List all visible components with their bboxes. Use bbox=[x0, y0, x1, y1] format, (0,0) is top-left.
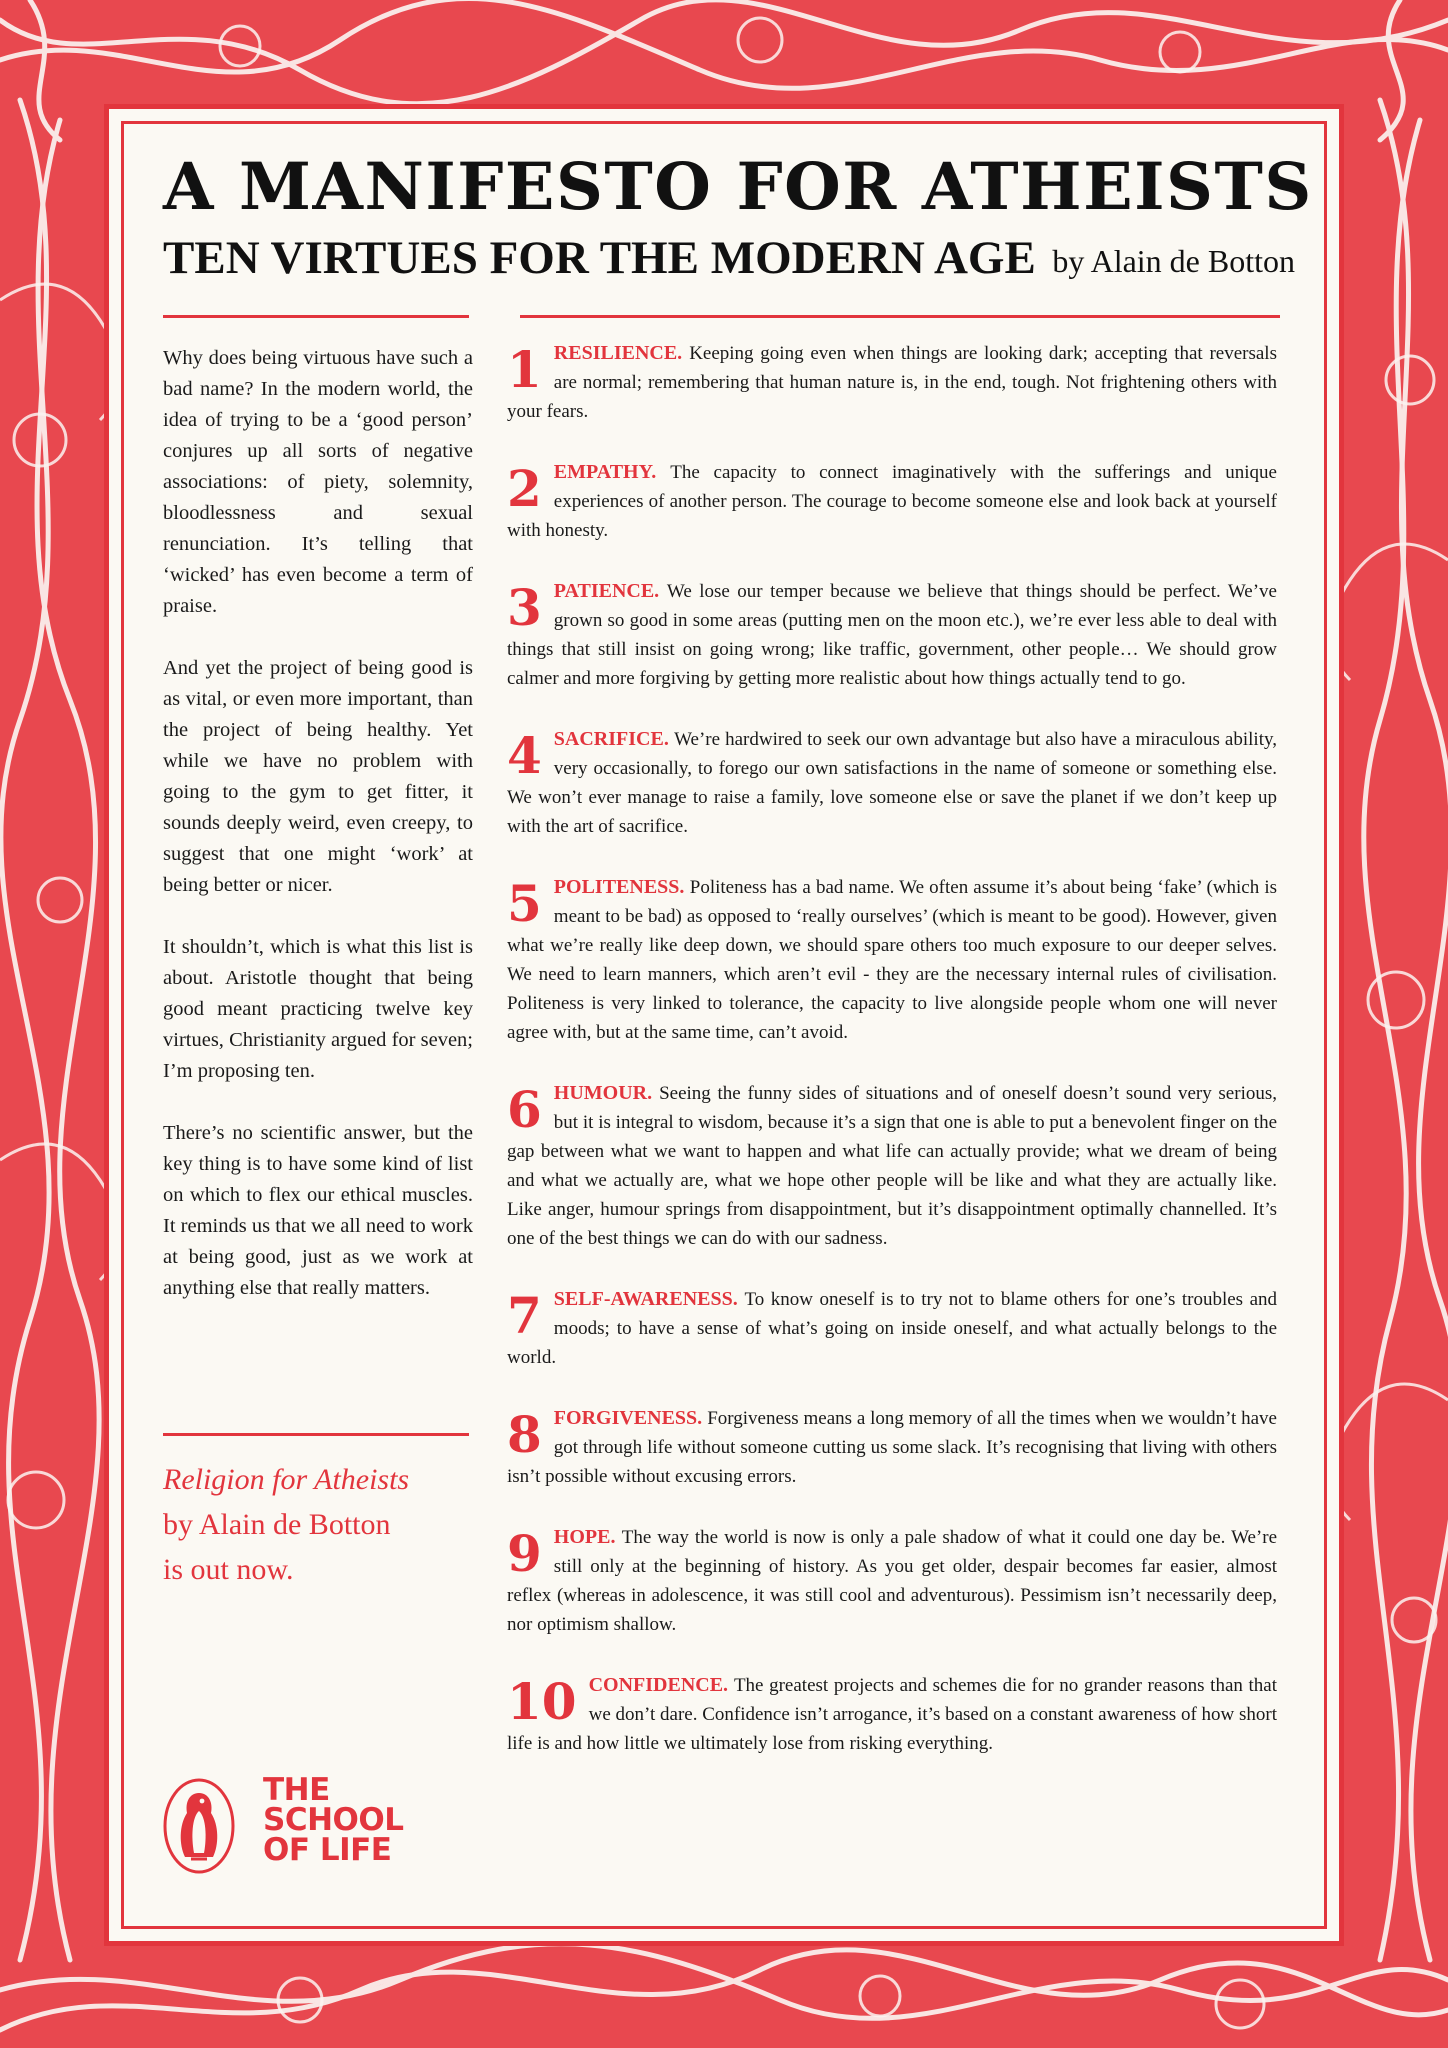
logo-line: THE bbox=[263, 1772, 330, 1808]
virtue-item bbox=[507, 1404, 1277, 1491]
virtue-name: POLITENESS. bbox=[553, 876, 690, 898]
virtue-item bbox=[507, 1079, 1277, 1253]
penguin-icon bbox=[161, 1777, 237, 1875]
promo-divider bbox=[163, 1433, 469, 1436]
page-subtitle: TEN VIRTUES FOR THE MODERN AGE bbox=[163, 232, 1036, 284]
virtue-description: Politeness has a bad name. We often assume it’s about being ‘fake’ (which is meant to be bad) as opposed to ‘really ourselves’ (which is meant to be good). However, given what we’re really like deep down, we should spare others too much exposure to our deeper selves. We need to learn manners, which aren’t evil - they are the necessary internal rules of civilisation. Politeness is very linked to tolerance, the capacity to live alongside people whom one will never agree with, but at the same time, can’t avoid. bbox=[507, 877, 1277, 1043]
page-title: A MANIFESTO FOR ATHEISTS bbox=[163, 149, 1313, 225]
virtue-number: 8 bbox=[507, 1405, 542, 1464]
virtue-description: We lose our temper because we believe that things should be perfect. We’ve grown so good in some areas (putting men on the moon etc.), we’re ever less able to deal with things that still insist on going wrong; like traffic, government, other people… We should grow calmer and more forgiving by getting more realistic about how things actually tend to go. bbox=[507, 581, 1277, 689]
virtue-number: 4 bbox=[507, 726, 542, 785]
virtue-description: The greatest projects and schemes die for no grander reasons than that we don’t dare. Confidence isn’t arrogance, it’s based on a constant awareness of how short life is and how little we ultimately lose from risking everything. bbox=[507, 1675, 1278, 1754]
virtue-number: 7 bbox=[507, 1286, 542, 1345]
virtue-name: CONFIDENCE. bbox=[588, 1674, 734, 1696]
virtue-description: Keeping going even when things are looking dark; accepting that reversals are normal; remembering that human nature is, in the end, tough. Not frightening others with your fears. bbox=[507, 343, 1277, 422]
logo-line: SCHOOL bbox=[263, 1802, 404, 1838]
book-author: by Alain de Botton bbox=[163, 1508, 391, 1541]
virtue-item bbox=[507, 1523, 1277, 1639]
virtue-item bbox=[507, 1671, 1277, 1758]
virtue-number: 6 bbox=[507, 1080, 542, 1139]
intro-paragraph: Why does being virtuous have such a bad name? In the modern world, the idea of trying to be a ‘good person’ conjures up all sorts of negative associations: of piety, solemnity, bloodlessness and sexual renunciation. It’s telling that ‘wicked’ has even become a term of praise. bbox=[163, 347, 473, 617]
logo-line: OF LIFE bbox=[263, 1832, 392, 1868]
virtue-number: 5 bbox=[507, 874, 542, 933]
virtue-item bbox=[507, 458, 1277, 545]
virtue-description: Seeing the funny sides of situations and of oneself doesn’t sound very serious, but it is integral to wisdom, because it’s a sign that one is able to put a benevolent finger on the gap between what we want to happen and what life can actually provide; what we dream of being and what we actually are, what we hope other people will be like and what they are actually like. Like anger, humour springs from disappointment, but it’s disappointment optimally channelled. It’s one of the best things we can do with our sadness. bbox=[507, 1083, 1277, 1249]
intro-paragraph: There’s no scientific answer, but the key thing is to have some kind of list on which to flex our ethical muscles. It reminds us that we all need to work at being good, just as we work at anything else that really matters. bbox=[163, 1122, 473, 1299]
virtue-number: 10 bbox=[507, 1672, 577, 1731]
virtue-name: HOPE. bbox=[553, 1526, 622, 1548]
book-status: is out now. bbox=[163, 1553, 294, 1586]
virtues-list bbox=[507, 339, 1277, 1790]
virtue-name: PATIENCE. bbox=[553, 580, 667, 602]
virtue-name: HUMOUR. bbox=[553, 1082, 660, 1104]
virtue-number: 9 bbox=[507, 1524, 542, 1583]
book-promo bbox=[163, 1457, 483, 1592]
virtue-item bbox=[507, 339, 1277, 426]
virtue-name: FORGIVENESS. bbox=[553, 1407, 708, 1429]
virtue-item bbox=[507, 873, 1277, 1047]
virtue-description: The capacity to connect imaginatively with the sufferings and unique experiences of another person. The courage to become someone else and look back at yourself with honesty. bbox=[507, 462, 1277, 541]
virtue-name: SELF-AWARENESS. bbox=[553, 1288, 745, 1310]
intro-paragraph: And yet the project of being good is as vital, or even more important, than the project of being healthy. Yet while we have no problem with going to the gym to get fitter, it sounds deeply weird, even creepy, to suggest that one might ‘work’ at being better or nicer. bbox=[163, 657, 473, 896]
author-byline: by Alain de Botton bbox=[1052, 243, 1295, 279]
virtue-description: Forgiveness means a long memory of all the times when we wouldn’t have got through life without someone cutting us some slack. It’s recognising that living with others isn’t possible without excusing errors. bbox=[507, 1408, 1277, 1487]
virtue-name: EMPATHY. bbox=[553, 461, 671, 483]
intro-paragraph: It shouldn’t, which is what this list is about. Aristotle thought that being good meant practicing twelve key virtues, Christianity argued for seven; I’m proposing ten. bbox=[163, 936, 473, 1082]
school-of-life-logo bbox=[161, 1772, 421, 1875]
virtue-item bbox=[507, 725, 1277, 841]
virtue-name: RESILIENCE. bbox=[553, 342, 690, 364]
intro-text bbox=[163, 343, 473, 1335]
virtue-item bbox=[507, 1285, 1277, 1372]
virtue-item bbox=[507, 577, 1277, 693]
right-divider bbox=[520, 315, 1280, 318]
book-title: Religion for Atheists bbox=[163, 1463, 410, 1496]
virtue-number: 2 bbox=[507, 459, 542, 518]
virtue-description: The way the world is now is only a pale shadow of what it could one day be. We’re still only at the beginning of history. As you get older, despair becomes far easier, almost reflex (whereas in adolescence, it was still cool and adventurous). Pessimism isn’t necessarily deep, nor optimism shallow. bbox=[507, 1527, 1278, 1635]
manifesto-panel bbox=[104, 104, 1344, 1946]
virtue-number: 1 bbox=[507, 340, 542, 399]
virtue-description: To know oneself is to try not to blame others for one’s troubles and moods; to have a sense of what’s going on inside oneself, and what actually belongs to the world. bbox=[507, 1289, 1277, 1368]
virtue-name: SACRIFICE. bbox=[553, 728, 675, 750]
virtue-number: 3 bbox=[507, 578, 542, 637]
virtue-description: We’re hardwired to seek our own advantage but also have a miraculous ability, very occasionally, to forego our own satisfactions in the name of someone or something else. We won’t ever manage to raise a family, love someone else or save the planet if we don’t keep up with the art of sacrifice. bbox=[507, 729, 1277, 837]
left-divider bbox=[163, 315, 469, 318]
